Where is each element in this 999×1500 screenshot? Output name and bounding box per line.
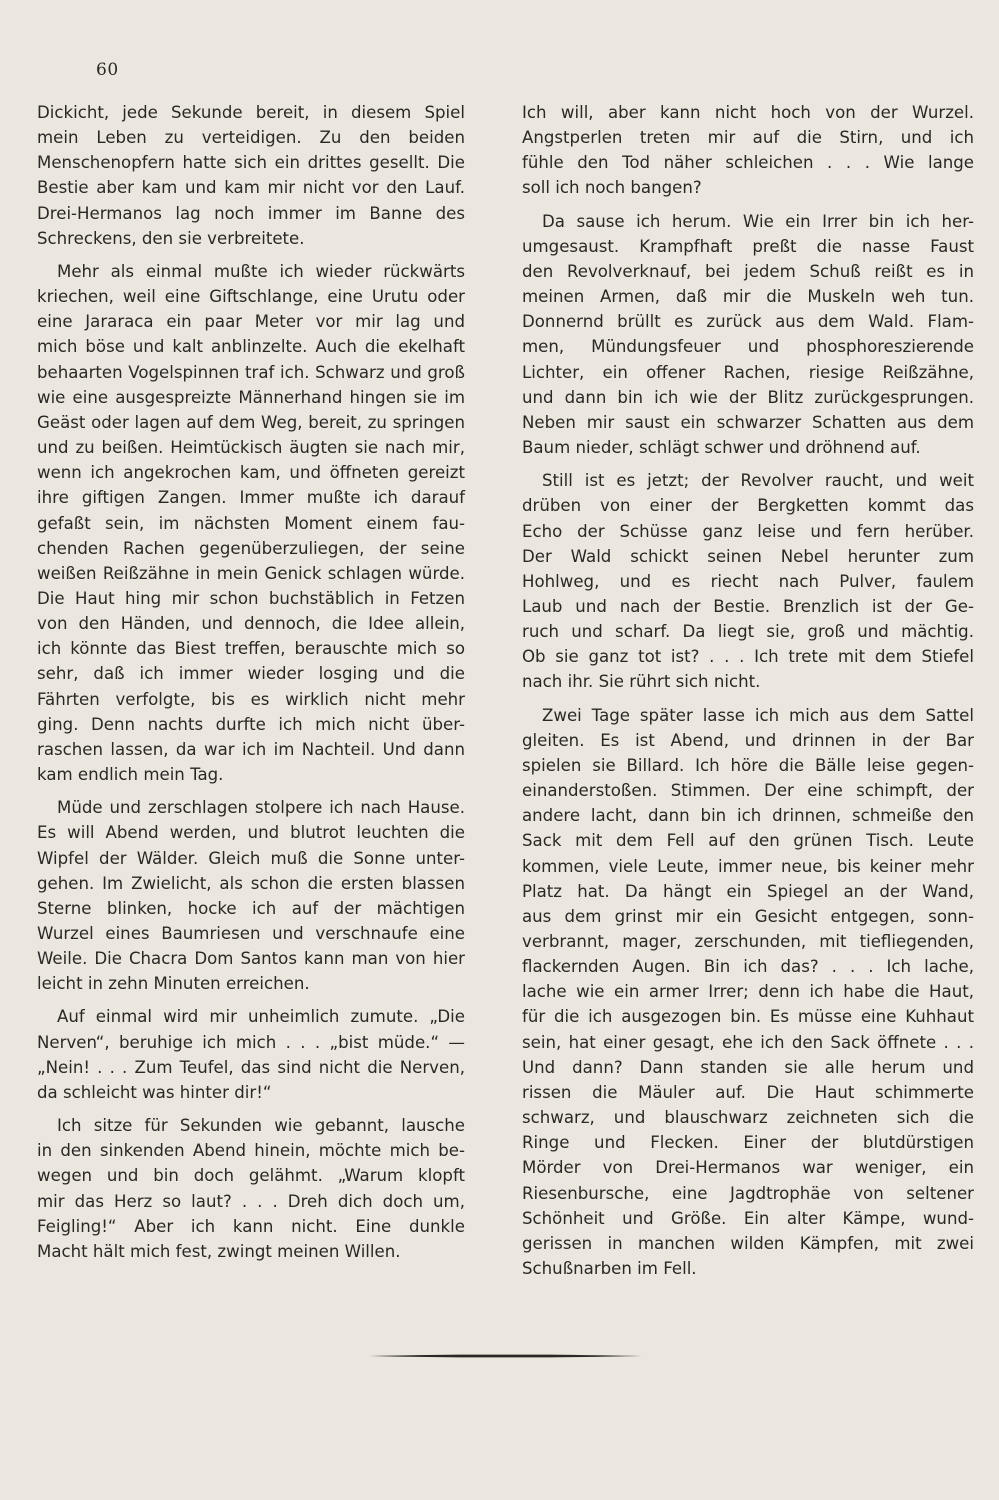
- text-line: flackernden Augen. Bin ich das? . . . Ich lache,: [522, 957, 974, 977]
- text-line: eine Jararaca ein paar Meter vor mir lag und: [37, 312, 465, 332]
- text-line: Riesenbursche, eine Jagdtrophäe von seltener: [522, 1183, 974, 1203]
- text-line: kriechen, weil eine Giftschlange, eine Urutu oder: [37, 287, 465, 307]
- text-line: gleiten. Es ist Abend, und drinnen in der Bar: [522, 730, 974, 750]
- text-line: Die Haut hing mir schon buchstäblich in Fetzen: [37, 588, 465, 608]
- paragraph: [37, 1004, 465, 1105]
- text-line: mich böse und kalt anblinzelte. Auch die ekelhaft: [37, 337, 465, 357]
- text-line: Still ist es jetzt; der Revolver raucht, und weit: [542, 471, 974, 491]
- text-line: ging. Denn nachts durfte ich mich nicht über-: [37, 714, 465, 734]
- text-line: Ich sitze für Sekunden wie gebannt, lausche: [57, 1116, 465, 1136]
- text-line: gerissen in manchen wilden Kämpfen, mit zwei: [522, 1233, 974, 1253]
- text-line: Echo der Schüsse ganz leise und fern herüber.: [522, 521, 974, 541]
- text-line: chenden Rachen gegenüberzuliegen, der seine: [37, 538, 465, 558]
- text-line: lache wie ein armer Irrer; denn ich habe die Haut,: [522, 982, 974, 1002]
- text-line: Geäst oder lagen auf dem Weg, bereit, zu springen: [37, 412, 465, 432]
- text-line: Nerven“, beruhige ich mich . . . „bist müde.“ —: [37, 1032, 465, 1052]
- text-line: Feigling!“ Aber ich kann nicht. Eine dunkle: [37, 1216, 465, 1236]
- text-line: Der Wald schickt seinen Nebel herunter zum: [522, 546, 974, 566]
- text-line: gefaßt sein, im nächsten Moment einem fau-: [37, 513, 465, 533]
- text-line: Schreckens, den sie verbreitete.: [37, 228, 305, 248]
- text-line: wegen und bin doch gelähmt. „Warum klopft: [37, 1166, 465, 1186]
- text-line: verbrannt, mager, zerschunden, mit tiefliegenden,: [522, 932, 974, 951]
- text-line: wie eine ausgespreizte Männerhand hingen sie im: [37, 387, 465, 407]
- text-line: wenn ich angekrochen kam, und öffneten gereizt: [37, 463, 465, 483]
- text-line: umgesaust. Krampfhaft preßt die nasse Faust: [522, 236, 974, 256]
- text-line: Dickicht, jede Sekunde bereit, in diesem Spiel: [37, 103, 465, 122]
- text-line: soll ich noch bangen?: [522, 178, 702, 198]
- paragraph: [522, 703, 974, 1282]
- text-line: Weile. Die Chacra Dom Santos kann man von hier: [37, 949, 465, 969]
- text-line: ihre giftigen Zangen. Immer mußte ich darauf: [37, 488, 465, 508]
- text-line: nach ihr. Sie rührt sich nicht.: [522, 672, 761, 692]
- text-line: Zwei Tage später lasse ich mich aus dem Sattel: [542, 705, 974, 725]
- text-line: weißen Reißzähne in mein Genick schlagen würde.: [37, 563, 465, 583]
- text-line: leicht in zehn Minuten erreichen.: [37, 974, 310, 994]
- text-line: Müde und zerschlagen stolpere ich nach Hause.: [57, 798, 465, 818]
- text-line: men, Mündungsfeuer und phosphoreszierende: [522, 337, 974, 357]
- text-line: Ich will, aber kann nicht hoch von der Wurzel.: [522, 103, 974, 122]
- text-line: mir das Herz so laut? . . . Dreh dich doch um,: [37, 1191, 465, 1211]
- text-line: den Revolverknauf, bei jedem Schuß reißt es in: [522, 261, 974, 281]
- text-line: drüben von einer der Bergketten kommt das: [522, 496, 974, 516]
- text-line: Mehr als einmal mußte ich wieder rückwärts: [57, 261, 465, 281]
- paragraph: [37, 259, 465, 787]
- text-line: Ringe und Flecken. Einer der blutdürstigen: [522, 1133, 974, 1153]
- text-line: fühle den Tod näher schleichen . . . Wie lange: [522, 153, 974, 173]
- left-column: [37, 100, 465, 1272]
- paragraph: [522, 100, 974, 201]
- text-line: Fährten verfolgte, bis es wirklich nicht mehr: [37, 689, 465, 709]
- text-line: Mörder von Drei-Hermanos war weniger, ein: [522, 1158, 974, 1178]
- text-line: Angstperlen treten mir auf die Stirn, und ich: [522, 128, 974, 148]
- paragraph: [37, 795, 465, 996]
- text-line: rissen die Mäuler auf. Die Haut schimmerte: [522, 1082, 974, 1102]
- text-line: Donnernd brüllt es zurück aus dem Wald. Flam-: [522, 312, 974, 332]
- text-line: meinen Armen, daß mir die Muskeln weh tun.: [522, 287, 974, 307]
- text-line: andere lacht, dann bin ich drinnen, schmeiße den: [522, 806, 974, 826]
- text-line: ich könnte das Biest treffen, berauschte mich so: [37, 639, 465, 659]
- text-line: für die ich ausgezogen bin. Es müsse eine Kuhhaut: [522, 1007, 974, 1027]
- text-line: einanderstoßen. Stimmen. Der eine schimpft, der: [522, 781, 974, 801]
- text-line: Wurzel eines Baumriesen und verschnaufe eine: [37, 924, 465, 943]
- text-line: sehr, daß ich immer wieder losging und die: [37, 664, 465, 684]
- text-line: sein, hat einer gesagt, ehe ich den Sack öffnete . . .: [522, 1032, 974, 1052]
- text-line: Schußnarben im Fell.: [522, 1259, 697, 1279]
- text-line: und zu beißen. Heimtückisch äugten sie nach mir,: [37, 438, 465, 458]
- text-line: Schönheit und Größe. Ein alter Kämpe, wund-: [522, 1208, 974, 1228]
- text-line: Macht hält mich fest, zwingt meinen Willen.: [37, 1241, 401, 1261]
- text-line: da schleicht was hinter dir!“: [37, 1082, 272, 1102]
- paragraph: [37, 1113, 465, 1264]
- text-line: Menschenopfern hatte sich ein drittes gesellt. Die: [37, 153, 465, 173]
- text-line: in den sinkenden Abend hinein, möchte mich be-: [37, 1141, 465, 1161]
- text-line: spielen sie Billard. Ich höre die Bälle leise gegen-: [522, 755, 974, 775]
- text-line: „Nein! . . . Zum Teufel, das sind nicht die Nerven,: [37, 1057, 465, 1077]
- text-line: Bestie aber kam und kam mir nicht vor den Lauf.: [37, 178, 465, 198]
- text-line: Es will Abend werden, und blutrot leuchten die: [37, 823, 465, 843]
- right-column: [522, 100, 974, 1289]
- text-line: behaarten Vogelspinnen traf ich. Schwarz und groß: [37, 362, 465, 382]
- page-number: 60: [96, 60, 119, 80]
- end-ornament-rule: [369, 1354, 641, 1358]
- text-line: Baum nieder, schlägt schwer und dröhnend auf.: [522, 438, 921, 458]
- text-line: von den Händen, und dennoch, die Idee allein,: [37, 614, 465, 634]
- text-line: kam endlich mein Tag.: [37, 765, 224, 785]
- text-line: Wipfel der Wälder. Gleich muß die Sonne unter-: [37, 848, 465, 868]
- text-line: Hohlweg, und es riecht nach Pulver, faulem: [522, 571, 974, 591]
- text-line: Sterne blinken, hocke ich auf der mächtigen: [37, 898, 465, 918]
- text-line: Auf einmal wird mir unheimlich zumute. „Die: [57, 1007, 465, 1027]
- text-line: Da sause ich herum. Wie ein Irrer bin ich her-: [542, 211, 974, 231]
- text-line: Sack mit dem Fell auf den grünen Tisch. Leute: [522, 831, 974, 851]
- text-line: Drei-Hermanos lag noch immer im Banne des: [37, 203, 465, 223]
- text-line: Und dann? Dann standen sie alle herum und: [522, 1057, 974, 1077]
- text-line: mein Leben zu verteidigen. Zu den beiden: [37, 128, 465, 148]
- text-line: gehen. Im Zwielicht, als schon die ersten blassen: [37, 873, 465, 893]
- text-line: und dann bin ich wie der Blitz zurückgesprungen.: [522, 387, 974, 407]
- text-line: schwarz, und blauschwarz zeichneten sich die: [522, 1108, 974, 1128]
- text-line: Laub und nach der Bestie. Brenzlich ist der Ge-: [522, 596, 974, 616]
- text-line: Neben mir saust ein schwarzer Schatten aus dem: [522, 412, 974, 432]
- text-line: ruch und scharf. Da liegt sie, groß und mächtig.: [522, 622, 974, 642]
- text-line: aus dem grinst mir ein Gesicht entgegen, sonn-: [522, 906, 974, 926]
- text-line: Lichter, ein offener Rachen, riesige Reißzähne,: [522, 362, 974, 382]
- text-line: Ob sie ganz tot ist? . . . Ich trete mit dem Stiefel: [522, 647, 974, 667]
- paragraph: [522, 468, 974, 694]
- text-line: raschen lassen, da war ich im Nachteil. Und dann: [37, 739, 465, 759]
- paragraph: [37, 100, 465, 251]
- text-line: kommen, viele Leute, immer neue, bis keiner mehr: [522, 856, 974, 876]
- paragraph: [522, 209, 974, 461]
- text-line: Platz hat. Da hängt ein Spiegel an der Wand,: [522, 881, 974, 901]
